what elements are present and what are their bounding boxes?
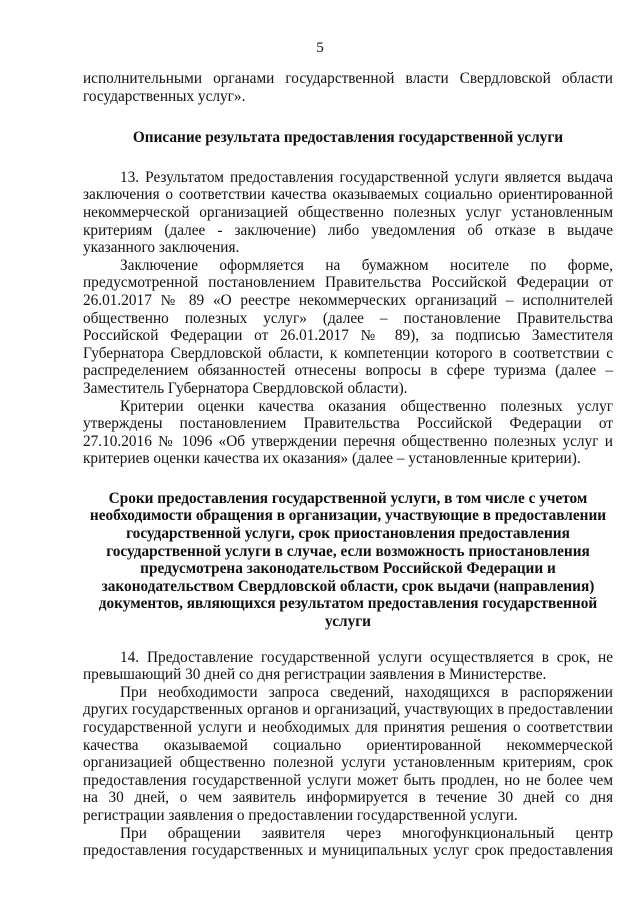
heading-terms: Сроки предоставления государственной услуги, в том числе с учетом необходимости обращения в организации, участвующие в предоставлении государственной услуги, срок приостановления предоставления государственной услуги в случае, если возможность приостановления предусмотрена законодательством Российской Федерации и законодательством Свердловской области, срок выдачи (направления) документов, являющихся результатом предоставления государственной услуги — [89, 489, 607, 631]
paragraph-conclusion: Заключение оформляется на бумажном носителе по форме, предусмотренной постановлением Правительства Российской Федерации от 26.01.2017 № 89 «О реестре некоммерческих организаций – исполнителей общественно полезных услуг» (далее – постановление Правительства Российской Федерации от 26.01.2017 № 89), за подписью Заместителя Губернатора Свердловской области, к компетенции которого в соответствии с распределением обязанностей отнесены вопросы в сфере туризма (далее – Заместитель Губернатора Свердловской области). — [83, 256, 613, 397]
paragraph-14: 14. Предоставление государственной услуги осуществляется в срок, не превышающий 30 дней со дня регистрации заявления в Министерстве. — [83, 648, 613, 684]
paragraph-mfc: При обращении заявителя через многофункциональный центр предоставления государственных и муниципальных услуг срок предоставления — [83, 824, 613, 860]
paragraph-criteria: Критерии оценки качества оказания общественно полезных услуг утверждены постановлением Правительства Российской Федерации от 27.10.2016 № 1096 «Об утверждении перечня общественно полезных услуг и критериев оценки качества их оказания» (далее – установленные критерии). — [83, 397, 613, 468]
paragraph-request: При необходимости запроса сведений, находящихся в распоряжении других государственных органов и организаций, участвующих в предоставлении государственной услуги и необходимых для принятия решения о соответствии качества оказываемой социально ориентированной некоммерческой организацией общественно полезной услуги установленным критериям, срок предоставления государственной услуги может быть продлен, но не более чем на 30 дней, о чем заявитель информируется в течение 30 дней со дня регистрации заявления о предоставлении государственной услуги. — [83, 683, 613, 824]
heading-result: Описание результата предоставления государственной услуги — [132, 129, 564, 147]
page-number: 5 — [316, 40, 324, 56]
document-body — [83, 70, 613, 860]
paragraph-13: 13. Результатом предоставления государственной услуги является выдача заключения о соответствии качества оказываемых социально ориентированной некоммерческой организацией общественно полезных услуг установленным критериям (далее - заключение) либо уведомления об отказе в выдаче указанного заключения. — [83, 168, 613, 257]
intro-paragraph: исполнительными органами государственной власти Свердловской области государственных услуг». — [83, 70, 613, 105]
